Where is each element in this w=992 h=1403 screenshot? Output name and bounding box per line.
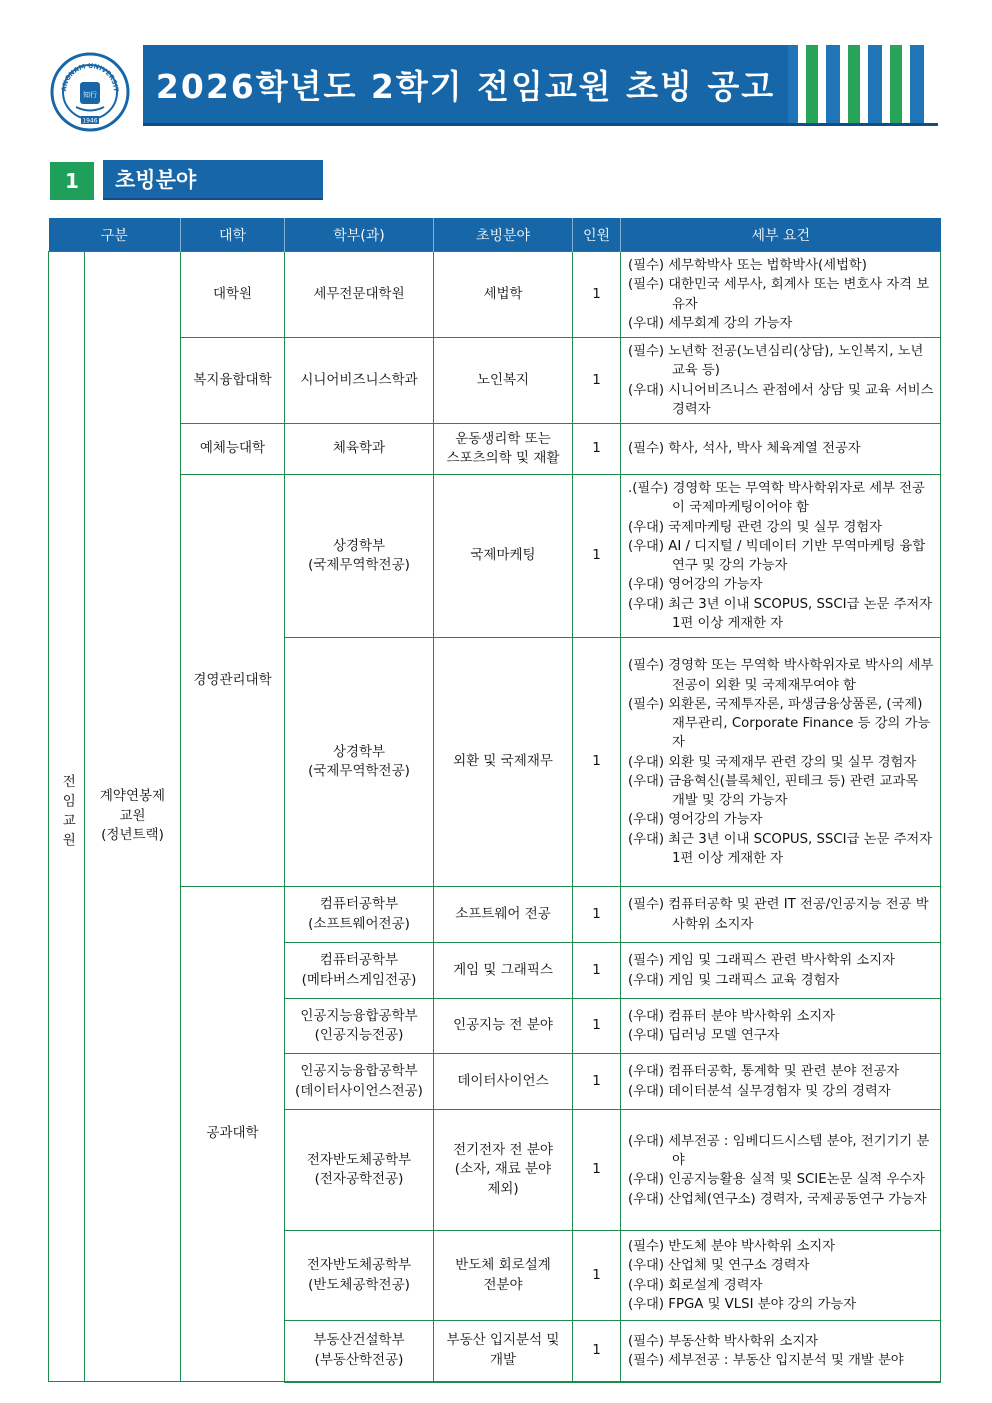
dept-line: 상경학부 <box>332 743 386 760</box>
count-cell: 1 <box>573 338 621 424</box>
requirement-line: (우대) 컴퓨터공학, 통계학 및 관련 분야 전공자 <box>628 1064 900 1080</box>
requirement-line: (필수) 세부전공 : 부동산 입지분석 및 개발 분야 <box>628 1353 904 1368</box>
header-category: 구분 <box>49 218 181 252</box>
count-cell: 1 <box>573 252 621 338</box>
field-cell <box>434 999 573 1054</box>
requirement-line: (우대) 컴퓨터 분야 박사학위 소지자 <box>628 1008 836 1024</box>
dept-line: (데이터사이언스전공) <box>295 1082 423 1099</box>
requirement-line: (필수) 경영학 또는 무역학 박사학위자로 박사의 세부전공이 외환 및 국제재무여야 함 <box>628 658 934 693</box>
requirement-line: (우대) 세부전공 : 임베디드시스템 분야, 전기기기 분야 <box>628 1133 930 1168</box>
requirement-line: (우대) 최근 3년 이내 SCOPUS, SSCI급 논문 주저자 1편 이상 게재한 자 <box>628 596 933 631</box>
requirement-line: (필수) 세무학박사 또는 법학박사(세법학) <box>628 258 867 273</box>
section-number: 1 <box>50 162 94 200</box>
count-cell: 1 <box>573 424 621 475</box>
count-cell: 1 <box>573 1231 621 1321</box>
subcategory-line: 교원 <box>119 807 146 824</box>
section-title: 초빙분야 <box>103 160 323 200</box>
dept-cell <box>285 1321 434 1382</box>
dept-cell <box>285 475 434 638</box>
field-cell <box>434 252 573 338</box>
field-line: 개발 <box>489 1352 517 1368</box>
requirement-line: .(필수) 경영학 또는 무역학 박사학위자로 세부 전공이 국제마케팅이어야 함 <box>628 481 925 516</box>
logo-top-text: ANGNAM UNIVERSIT <box>59 61 121 93</box>
dept-line: 상경학부 <box>332 537 386 554</box>
field-cell <box>434 1110 573 1231</box>
requirement-line: (우대) 딥러닝 모델 연구자 <box>628 1028 780 1044</box>
requirements-cell <box>621 1110 941 1231</box>
requirement-line: (필수) 대한민국 세무사, 회계사 또는 변호사 자격 보유자 <box>628 277 930 312</box>
dept-line: (국제무역학전공) <box>308 763 410 780</box>
dept-cell <box>285 999 434 1054</box>
field-line: 외환 및 국제재무 <box>453 753 553 770</box>
dept-line: 시니어비즈니스학과 <box>300 371 418 388</box>
category-label: 전임교원 <box>59 774 76 853</box>
field-line: 게임 및 그래픽스 <box>453 961 553 978</box>
table-row <box>49 252 941 338</box>
field-cell <box>434 475 573 638</box>
dept-line: 전자반도체공학부 <box>306 1257 412 1274</box>
requirements-cell <box>621 999 941 1054</box>
count-cell: 1 <box>573 1054 621 1110</box>
field-line: 데이터사이언스 <box>457 1072 549 1089</box>
requirement-line: (우대) 데이터분석 실무경험자 및 강의 경력자 <box>628 1083 891 1099</box>
table-row <box>49 424 941 475</box>
requirements-cell <box>621 424 941 475</box>
requirements-cell <box>621 887 941 943</box>
dept-cell <box>285 943 434 999</box>
dept-line: 컴퓨터공학부 <box>319 952 399 969</box>
requirements-cell <box>621 638 941 887</box>
table-row <box>49 338 941 424</box>
dept-cell <box>285 424 434 475</box>
header-college: 대학 <box>181 218 285 252</box>
table-header-row <box>49 218 941 252</box>
college-cell: 경영관리대학 <box>181 475 285 887</box>
header-field: 초빙분야 <box>434 218 573 252</box>
dept-cell <box>285 638 434 887</box>
requirement-line: (우대) 시니어비즈니스 관점에서 상담 및 교육 서비스 경력자 <box>628 382 934 417</box>
requirement-line: (필수) 부동산학 박사학위 소지자 <box>628 1333 819 1349</box>
dept-line: 인공지능융합공학부 <box>300 1007 418 1024</box>
dept-line: (소프트웨어전공) <box>308 915 410 932</box>
requirement-line: (우대) 회로설계 경력자 <box>628 1277 763 1293</box>
recruitment-table <box>48 218 941 1383</box>
requirement-line: (우대) 산업체 및 연구소 경력자 <box>628 1258 810 1274</box>
dept-line: (인공지능전공) <box>314 1027 404 1044</box>
field-cell <box>434 424 573 475</box>
requirement-line: (우대) 게임 및 그래픽스 교육 경험자 <box>628 972 840 988</box>
field-line: 노인복지 <box>476 371 530 388</box>
header-dept: 학부(과) <box>285 218 434 252</box>
count-cell: 1 <box>573 943 621 999</box>
field-line: 반도체 회로설계 <box>455 1257 551 1274</box>
count-cell: 1 <box>573 999 621 1054</box>
requirements-cell <box>621 1054 941 1110</box>
requirement-line: (우대) 외환 및 국제재무 관련 강의 및 실무 경험자 <box>628 754 917 770</box>
requirements-cell <box>621 1231 941 1321</box>
field-cell <box>434 887 573 943</box>
field-line: 인공지능 전 분야 <box>453 1017 553 1034</box>
dept-cell <box>285 887 434 943</box>
field-cell <box>434 638 573 887</box>
subcategory-line: 계약연봉제 <box>99 788 166 805</box>
requirements-cell <box>621 475 941 638</box>
dept-line: (국제무역학전공) <box>308 557 410 574</box>
requirement-line: (필수) 반도체 분야 박사학위 소지자 <box>628 1239 836 1255</box>
college-cell: 공과대학 <box>181 887 285 1382</box>
requirement-line: (우대) 인공지능활용 실적 및 SCIE논문 실적 우수자 <box>628 1172 925 1188</box>
requirement-line: (우대) 영어강의 가능자 <box>628 812 763 828</box>
count-cell: 1 <box>573 1110 621 1231</box>
college-cell: 예체능대학 <box>181 424 285 475</box>
dept-line: (부동산학전공) <box>314 1352 404 1368</box>
category-cell <box>49 252 85 1382</box>
requirement-line: (필수) 컴퓨터공학 및 관련 IT 전공/인공지능 전공 박사학위 소지자 <box>628 897 929 932</box>
subcategory-cell <box>85 252 181 1382</box>
dept-cell <box>285 1054 434 1110</box>
subcategory-line: (정년트랙) <box>101 827 164 844</box>
field-line: 국제마케팅 <box>470 547 536 564</box>
header-count: 인원 <box>573 218 621 252</box>
field-line: 소프트웨어 전공 <box>455 905 551 922</box>
requirement-line: (우대) FPGA 및 VLSI 분야 강의 가능자 <box>628 1297 857 1313</box>
decorative-stripes <box>788 45 938 126</box>
requirements-cell <box>621 1321 941 1382</box>
requirement-line: (우대) 금융혁신(블록체인, 핀테크 등) 관련 교과목 개발 및 강의 가능자 <box>628 773 919 809</box>
university-logo <box>50 52 130 132</box>
requirement-line: (우대) 산업체(연구소) 경력자, 국제공동연구 가능자 <box>628 1191 927 1207</box>
requirement-line: (우대) 최근 3년 이내 SCOPUS, SSCI급 논문 주저자 1편 이상 게재한 자 <box>628 831 933 866</box>
table-row <box>49 475 941 638</box>
header-requirements: 세부 요건 <box>621 218 941 252</box>
dept-line: 인공지능융합공학부 <box>300 1063 418 1080</box>
dept-cell <box>285 1110 434 1231</box>
requirement-line: (우대) AI / 디지털 / 빅데이터 기반 무역마케팅 융합 연구 및 강의 가능자 <box>628 538 926 574</box>
count-cell: 1 <box>573 475 621 638</box>
field-line: 스포츠의학 및 재활 <box>446 450 560 467</box>
logo-year: 1946 <box>82 117 98 125</box>
count-cell: 1 <box>573 887 621 943</box>
dept-line: 전자반도체공학부 <box>306 1151 412 1168</box>
requirement-line: (필수) 게임 및 그래픽스 관련 박사학위 소지자 <box>628 953 895 969</box>
requirements-cell <box>621 252 941 338</box>
requirement-line: (우대) 영어강의 가능자 <box>628 577 763 593</box>
field-line: 부동산 입지분석 및 <box>446 1332 560 1349</box>
field-cell <box>434 1054 573 1110</box>
dept-cell <box>285 1231 434 1321</box>
dept-cell <box>285 252 434 338</box>
dept-line: (전자공학전공) <box>314 1171 404 1188</box>
requirements-cell <box>621 943 941 999</box>
dept-line: 체육학과 <box>332 440 386 457</box>
title-bar <box>143 45 788 126</box>
requirement-line: (필수) 학사, 석사, 박사 체육계열 전공자 <box>628 441 861 457</box>
dept-cell <box>285 338 434 424</box>
dept-line: (반도체공학전공) <box>308 1276 410 1293</box>
dept-line: 부동산건설학부 <box>313 1332 405 1349</box>
field-cell <box>434 1321 573 1382</box>
table-row <box>49 887 941 943</box>
dept-line: (메타버스게임전공) <box>301 971 417 988</box>
requirements-cell <box>621 338 941 424</box>
field-line: 세법학 <box>483 285 523 302</box>
field-line: 전기전자 전 분야 <box>453 1141 553 1158</box>
logo-center-text: 知行 <box>83 91 97 99</box>
field-line: (소자, 재료 분야 <box>454 1161 552 1178</box>
page-title: 2026학년도 2학기 전임교원 초빙 공고 <box>155 66 776 106</box>
field-line: 전분야 <box>483 1276 523 1293</box>
requirement-line: (우대) 세무회계 강의 가능자 <box>628 315 793 331</box>
dept-line: 세무전문대학원 <box>313 285 405 302</box>
field-cell <box>434 338 573 424</box>
field-cell <box>434 943 573 999</box>
field-cell <box>434 1231 573 1321</box>
count-cell: 1 <box>573 638 621 887</box>
requirement-line: (필수) 노년학 전공(노년심리(상담), 노인복지, 노년교육 등) <box>628 344 924 379</box>
requirement-line: (우대) 국제마케팅 관련 강의 및 실무 경험자 <box>628 519 883 535</box>
dept-line: 컴퓨터공학부 <box>319 896 399 913</box>
field-line: 운동생리학 또는 <box>455 430 551 447</box>
field-line: 제외) <box>487 1181 519 1198</box>
requirement-line: (필수) 외환론, 국제투자론, 파생금융상품론, (국제)재무관리, Corporate Finance 등 강의 가능자 <box>628 696 931 751</box>
college-cell: 대학원 <box>181 252 285 338</box>
count-cell: 1 <box>573 1321 621 1382</box>
college-cell: 복지융합대학 <box>181 338 285 424</box>
